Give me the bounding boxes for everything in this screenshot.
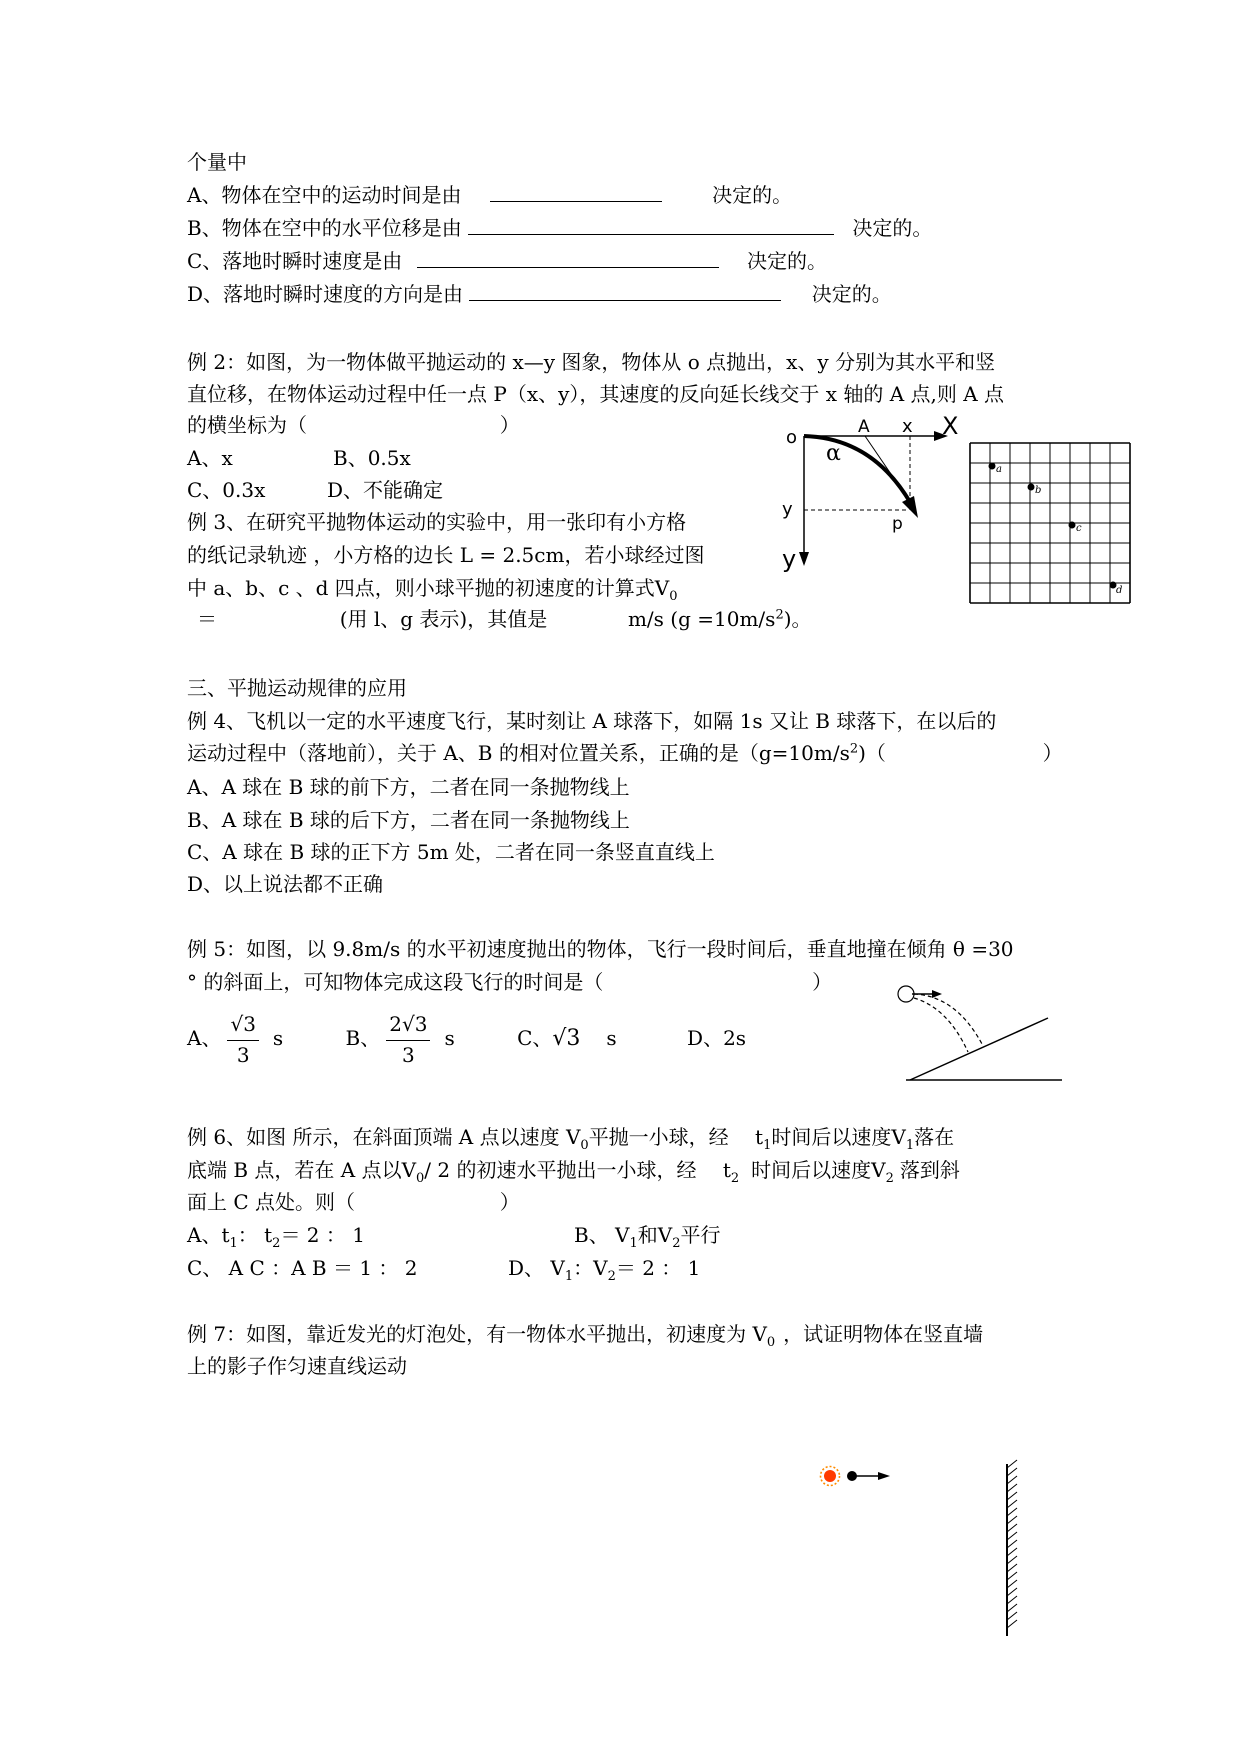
ex4-opt-c[interactable]: C、A 球在 B 球的正下方 5m 处，二者在同一条竖直直线上	[187, 840, 715, 864]
ex5-line2a: ° 的斜面上，可知物体完成这段飞行的时间是（	[187, 970, 604, 994]
label-X: X	[942, 412, 959, 440]
ex6-t1: $t_1$	[755, 1125, 772, 1153]
ex3-line1: 例 3、在研究平抛物体运动的实验中，用一张印有小方格	[187, 510, 687, 534]
hatch-line	[1007, 1620, 1017, 1628]
hatch-line	[1007, 1564, 1017, 1572]
ex2-line3a: 的横坐标为（	[187, 413, 307, 437]
ex2-line1: 例 2：如图，为一物体做平抛运动的 x—y 图象，物体从 o 点抛出，x、y 分别为其水平和竖	[187, 350, 996, 374]
ex3-grid-figure	[968, 441, 1138, 605]
ex6-opt-a[interactable]: A、$t_1$： $t_2= 2$ ： 1	[187, 1223, 365, 1251]
ex7-sub0: 0	[766, 1335, 776, 1350]
wall-hatching	[1007, 1460, 1017, 1628]
ex3-line4b: (用 l、g 表示)，其值是	[339, 607, 548, 631]
trajectory-curve	[804, 436, 910, 502]
ex5-opt-b-num: 2√3	[386, 1011, 430, 1041]
ex2-options-ab	[187, 446, 411, 470]
ex3-line3-text: 中 a、b、c 、d 四点，则小球平抛的初速度的计算式V	[187, 576, 670, 600]
label-Y: y	[782, 545, 797, 573]
ex2-trajectory-figure	[782, 410, 972, 575]
ex3-equals: ＝	[197, 607, 217, 631]
ex6-line2	[187, 1158, 960, 1186]
ex6-line3b: ）	[499, 1190, 520, 1214]
incline-line	[910, 1018, 1048, 1080]
ex4-opt-d[interactable]: D、以上说法都不正确	[187, 872, 384, 896]
ex5-incline-figure	[896, 978, 1066, 1086]
ex6-opt-c[interactable]: C、 A C ：A B ＝ 1 ： 2	[187, 1256, 418, 1280]
hatch-line	[1007, 1596, 1017, 1604]
ex5-opt-c-unit: s	[606, 1026, 617, 1050]
ex4-line2	[187, 741, 1063, 765]
ex7-lamp-wall-figure	[816, 1464, 1056, 1642]
ex5-line2b: ）	[812, 970, 833, 994]
ex6-sub1a: 1	[905, 1138, 915, 1153]
ex5-opt-c[interactable]	[517, 1026, 623, 1050]
tangent-line	[865, 436, 910, 502]
ex5-line2	[187, 970, 832, 994]
ex6-sub0b: 0	[416, 1171, 425, 1186]
velocity-arrowhead	[878, 1472, 890, 1480]
label-alpha: α	[826, 441, 841, 466]
hatch-line	[1007, 1476, 1017, 1484]
q1-intro: 个量中	[187, 150, 247, 174]
ex6-line1a: 例 6、如图 所示，在斜面顶端 A 点以速度 V	[187, 1125, 581, 1149]
point-d	[1110, 582, 1123, 597]
label-o: o	[786, 427, 798, 448]
ex6-t2: $t_2$	[722, 1158, 740, 1186]
hatch-line	[1007, 1580, 1017, 1588]
ex7-line1	[187, 1322, 984, 1350]
hatch-line	[1007, 1572, 1017, 1580]
ex5-opt-a-num: √3	[227, 1011, 258, 1041]
point-a	[989, 463, 1003, 476]
ex5-opt-a-label: A、	[187, 1026, 222, 1050]
ex6-line2b: / 2 的初速水平抛出一小球，经	[424, 1158, 697, 1182]
q1-option-d-tail: 决定的。	[811, 282, 892, 306]
ex6-opt-d[interactable]: D、 $V_1$：$V_2= 2$ ： 1	[508, 1256, 701, 1284]
ex5-opt-d[interactable]: D、2s	[687, 1026, 747, 1050]
ex2-options-cd	[187, 478, 443, 502]
ex2-line3	[187, 413, 520, 437]
y-axis-arrow	[799, 552, 809, 566]
ex4-line1: 例 4、飞机以一定的水平速度飞行，某时刻让 A 球落下，如隔 1s 又让 B 球落下，在以后的	[187, 709, 997, 733]
ex7-line2: 上的影子作匀速直线运动	[187, 1354, 407, 1378]
ex5-opt-b[interactable]	[345, 1011, 462, 1067]
hatch-line	[1007, 1460, 1017, 1468]
ex5-opt-b-unit: s	[444, 1026, 455, 1050]
label-A: A	[858, 417, 870, 437]
svg-text:a: a	[996, 464, 1002, 475]
ex3-sup2: 2	[775, 607, 784, 623]
ex6-line1d: 落在	[914, 1125, 955, 1149]
hatch-line	[1007, 1468, 1017, 1476]
q1-option-a-tail: 决定的。	[712, 183, 793, 207]
hatch-line	[1007, 1612, 1017, 1620]
svg-text:c: c	[1076, 523, 1082, 534]
ex4-line2b: )（	[858, 741, 886, 765]
ball-icon	[898, 986, 914, 1002]
section3-title: 三、平抛运动规律的应用	[187, 676, 407, 700]
ex6-opt-b[interactable]: B、 $V_1$和$V_2$平行	[574, 1223, 721, 1251]
ex7-line1b: ，试证明物体在竖直墙	[783, 1322, 984, 1346]
ex6-sub0a: 0	[580, 1138, 589, 1153]
hatch-line	[1007, 1540, 1017, 1548]
ex2-opt-d[interactable]: D、不能确定	[327, 478, 444, 502]
ex5-opt-c-label: C、	[517, 1026, 553, 1050]
q1-option-d-blank[interactable]	[469, 282, 781, 301]
lamp-icon	[821, 1467, 840, 1486]
hatch-line	[1007, 1492, 1017, 1500]
ex2-opt-c[interactable]: C、0.3x	[187, 478, 266, 502]
q1-option-a	[187, 183, 792, 207]
hatch-line	[1007, 1556, 1017, 1564]
ex3-v0-sub: 0	[669, 589, 678, 604]
ball-icon	[847, 1471, 857, 1481]
ex3-line2: 的纸记录轨迹 ，小方格的边长 L = 2.5cm，若小球经过图	[187, 543, 705, 567]
label-p: p	[892, 514, 903, 534]
q1-option-d	[187, 282, 892, 306]
q1-option-d-text: D、落地时瞬时速度的方向是由	[187, 282, 464, 306]
velocity-arrowhead	[932, 990, 942, 998]
q1-option-b-text: B、物体在空中的水平位移是由	[187, 216, 462, 240]
ex5-opt-c-val: √3	[552, 1026, 581, 1051]
q1-option-b-blank[interactable]	[468, 216, 834, 235]
q1-option-c-text: C、落地时瞬时速度是由	[187, 249, 403, 273]
label-y: y	[782, 499, 793, 520]
q1-option-c	[187, 249, 827, 273]
dashed-path-2	[914, 998, 968, 1052]
ex2-opt-b[interactable]: B、0.5x	[333, 446, 411, 470]
ex4-line2c: ）	[1042, 741, 1063, 765]
hatch-line	[1007, 1484, 1017, 1492]
q1-option-c-blank[interactable]	[417, 249, 719, 268]
hatch-line	[1007, 1588, 1017, 1596]
label-x: x	[902, 416, 913, 437]
q1-option-a-blank[interactable]	[490, 183, 662, 202]
ex6-line2a: 底端 B 点，若在 A 点以V	[187, 1158, 417, 1182]
hatch-line	[1007, 1516, 1017, 1524]
svg-text:b: b	[1035, 485, 1042, 496]
ex4-opt-a[interactable]: A、A 球在 B 球的前下方，二者在同一条抛物线上	[187, 775, 630, 799]
ex5-options	[187, 1008, 746, 1072]
ex3-line4c: m/s (g =10m/s	[627, 607, 776, 631]
hatch-line	[1007, 1548, 1017, 1556]
hatch-line	[1007, 1604, 1017, 1612]
q1-option-b	[187, 216, 932, 240]
q1-option-a-text: A、物体在空中的运动时间是由	[187, 183, 462, 207]
ex6-sub2a: 2	[885, 1171, 894, 1186]
ex3-line4d: )。	[783, 607, 812, 631]
ex4-sup2: 2	[849, 741, 859, 757]
ex5-opt-a-unit: s	[272, 1026, 284, 1050]
ex5-opt-b-den: 3	[401, 1042, 415, 1067]
ex5-line1: 例 5：如图，以 9.8m/s 的水平初速度抛出的物体，飞行一段时间后，垂直地撞在倾角 θ =30	[187, 937, 1014, 961]
ex2-line3b: ）	[499, 413, 520, 437]
q1-option-b-tail: 决定的。	[852, 216, 933, 240]
ex5-opt-a[interactable]	[187, 1011, 290, 1067]
ex7-line1a: 例 7：如图，靠近发光的灯泡处，有一物体水平抛出，初速度为 V	[187, 1322, 767, 1346]
ex3-line4	[197, 607, 812, 631]
hatch-line	[1007, 1532, 1017, 1540]
ex4-opt-b[interactable]: B、A 球在 B 球的后下方，二者在同一条抛物线上	[187, 808, 630, 832]
ex6-line3	[187, 1190, 520, 1214]
ex3-line3	[187, 576, 678, 604]
svg-text:d: d	[1116, 585, 1123, 596]
ex6-line3a: 面上 C 点处。则（	[187, 1190, 356, 1214]
ex2-line2: 直位移，在物体运动过程中任一点 P（x、y），其速度的反向延长线交于 x 轴的 A 点,则 A 点	[187, 382, 1005, 406]
hatch-line	[1007, 1524, 1017, 1532]
ex6-line1b: 平抛一小球，经	[588, 1125, 729, 1149]
hatch-line	[1007, 1500, 1017, 1508]
ex6-line2d: 落到斜	[899, 1158, 960, 1182]
ex6-line2c: 时间后以速度V	[751, 1158, 886, 1182]
q1-option-c-tail: 决定的。	[747, 249, 828, 273]
ex2-opt-a[interactable]: A、x	[187, 446, 233, 470]
ex6-line1c: 时间后以速度V	[771, 1125, 906, 1149]
point-c	[1069, 522, 1083, 535]
hatch-line	[1007, 1508, 1017, 1516]
ex4-line2a: 运动过程中（落地前），关于 A、B 的相对位置关系，正确的是（g=10m/s	[187, 741, 850, 765]
ex5-opt-a-den: 3	[236, 1042, 250, 1067]
ex5-opt-b-label: B、	[345, 1026, 381, 1050]
ex6-line1	[187, 1125, 955, 1153]
